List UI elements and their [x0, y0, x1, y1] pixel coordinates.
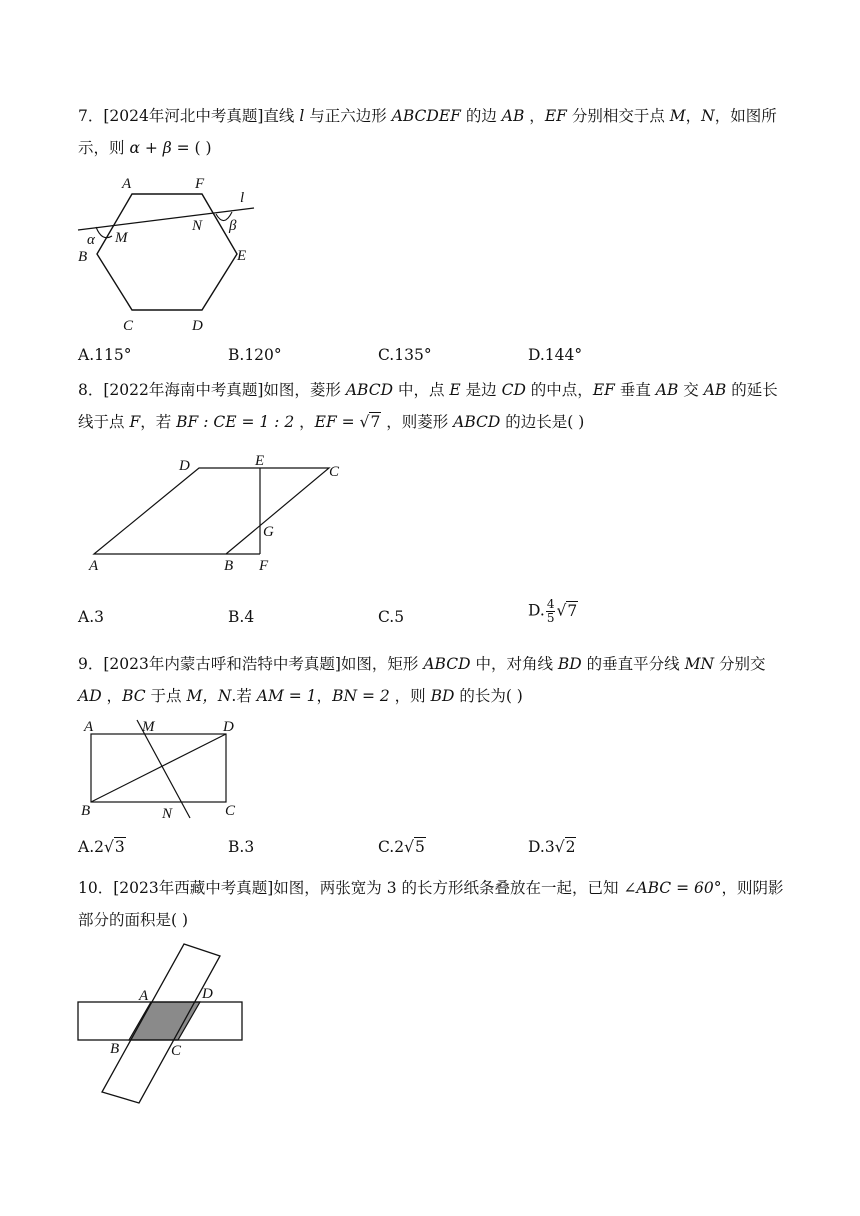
option-b[interactable]: B.4 — [228, 608, 255, 626]
diagonal-BD — [91, 734, 226, 802]
question-10-text: 10．[2023年西藏中考真题]如图，两张宽为 3 的长方形纸条叠放在一起，已知 ∠ABC = 60°，则阴影部分的面积是( ) — [78, 879, 784, 929]
label-E: E — [237, 248, 247, 264]
hexagon-shape — [97, 194, 237, 310]
label-B: B — [81, 803, 91, 819]
option-d[interactable]: D. $\frac{4}{5}$ √7 — [528, 597, 578, 625]
label-A: A — [139, 988, 149, 1004]
label-M: M — [115, 230, 128, 246]
label-beta: β — [229, 218, 237, 234]
question-7 — [78, 100, 784, 164]
option-d[interactable]: D.144° — [528, 346, 583, 364]
label-C: C — [123, 318, 134, 334]
rectangle-figure — [78, 714, 248, 826]
label-C: C — [225, 803, 236, 819]
label-F: F — [195, 176, 205, 192]
label-E: E — [255, 453, 265, 469]
label-B: B — [78, 249, 88, 265]
label-N: N — [162, 806, 173, 822]
label-M: M — [142, 719, 155, 735]
option-c[interactable]: C.5 — [378, 608, 405, 626]
label-l: l — [240, 190, 245, 206]
label-D: D — [223, 719, 234, 735]
option-a[interactable]: A.115° — [78, 346, 132, 364]
question-8 — [78, 374, 784, 438]
question-8-text: 8．[2022年海南中考真题]如图，菱形 ABCD 中，点 E 是边 CD 的中点，EF 垂直 AB 交 AB 的延长线于点 F，若 BF : CE = 1 : 2 ，EF = √7 ，则菱形 ABCD 的边长是( ) — [78, 381, 778, 431]
option-a[interactable]: A.2√3 — [78, 838, 125, 856]
label-alpha: α — [87, 232, 95, 248]
hexagon-figure — [74, 170, 264, 340]
option-b[interactable]: B.120° — [228, 346, 282, 364]
label-D: D — [202, 986, 213, 1002]
shaded-parallelogram — [129, 1002, 200, 1040]
label-A: A — [89, 558, 99, 574]
label-B: B — [224, 558, 234, 574]
label-N: N — [192, 218, 203, 234]
option-b[interactable]: B.3 — [228, 838, 255, 856]
fraction: $\frac{4}{5}$ — [546, 597, 555, 625]
label-A: A — [84, 719, 94, 735]
strips-figure — [72, 938, 262, 1110]
option-d[interactable]: D.3√2 — [528, 838, 576, 856]
label-B: B — [110, 1041, 120, 1057]
label-C: C — [329, 464, 340, 480]
option-c[interactable]: C.135° — [378, 346, 432, 364]
question-9 — [78, 648, 784, 712]
question-7-options — [78, 346, 784, 370]
label-D: D — [179, 458, 190, 474]
question-8-options — [78, 597, 784, 638]
rhombus-shape — [94, 468, 329, 554]
question-10 — [78, 872, 784, 936]
rhombus-figure — [84, 448, 354, 578]
label-C: C — [171, 1043, 182, 1059]
label-G: G — [263, 524, 274, 540]
label-D: D — [192, 318, 203, 334]
label-F: F — [259, 558, 269, 574]
label-A: A — [122, 176, 132, 192]
option-c[interactable]: C.2√5 — [378, 838, 425, 856]
question-9-text: 9．[2023年内蒙古呼和浩特中考真题]如图，矩形 ABCD 中，对角线 BD 的垂直平分线 MN 分别交 AD ，BC 于点 M，N.若 AM = 1，BN = 2 ，则 BD 的长为( ) — [78, 655, 766, 705]
question-9-options — [78, 838, 784, 862]
question-7-text: 7．[2024年河北中考真题]直线 l 与正六边形 ABCDEF 的边 AB ，EF 分别相交于点 M，N，如图所示，则 α + β = ( ) — [78, 107, 777, 157]
option-a[interactable]: A.3 — [78, 608, 104, 626]
